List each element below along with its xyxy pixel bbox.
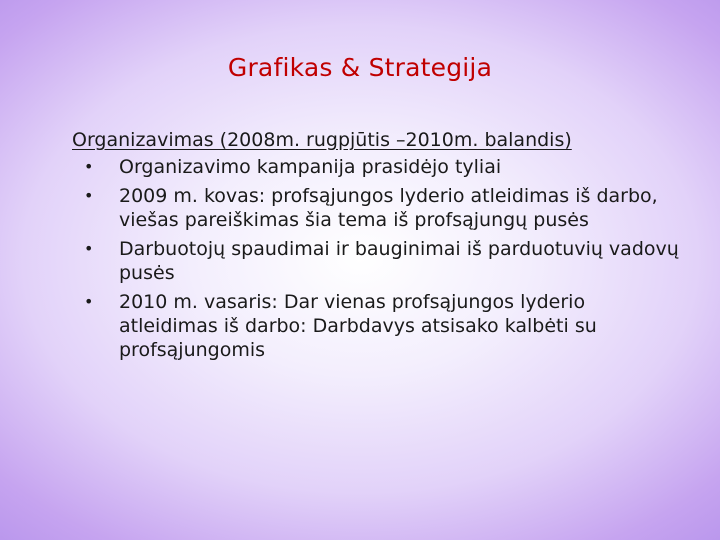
bullet-icon: • bbox=[84, 239, 94, 258]
bullet-icon: • bbox=[84, 157, 94, 176]
list-item-text: 2009 m. kovas: profsąjungos lyderio atleidimas iš darbo, viešas pareiškimas šia tema iš profsąjungų pusės bbox=[119, 185, 658, 231]
list-item bbox=[72, 184, 702, 232]
list-item bbox=[72, 155, 702, 179]
list-item bbox=[72, 290, 702, 362]
list-item-text: Organizavimo kampanija prasidėjo tyliai bbox=[119, 156, 502, 178]
slide-title: Grafikas & Strategija bbox=[227, 53, 493, 82]
list-item bbox=[72, 237, 702, 285]
list-item-text: 2010 m. vasaris: Dar vienas profsąjungos lyderio atleidimas iš darbo: Darbdavys atsisako kalbėti su profsąjungomis bbox=[119, 291, 597, 361]
section-heading: Organizavimas (2008m. rugpjūtis –2010m. balandis) bbox=[72, 129, 572, 151]
list-item-text: Darbuotojų spaudimai ir bauginimai iš parduotuvių vadovų pusės bbox=[119, 238, 679, 284]
bullet-icon: • bbox=[84, 292, 94, 311]
bullet-list bbox=[72, 155, 702, 362]
bullet-icon: • bbox=[84, 186, 94, 205]
slide-content bbox=[72, 128, 702, 367]
